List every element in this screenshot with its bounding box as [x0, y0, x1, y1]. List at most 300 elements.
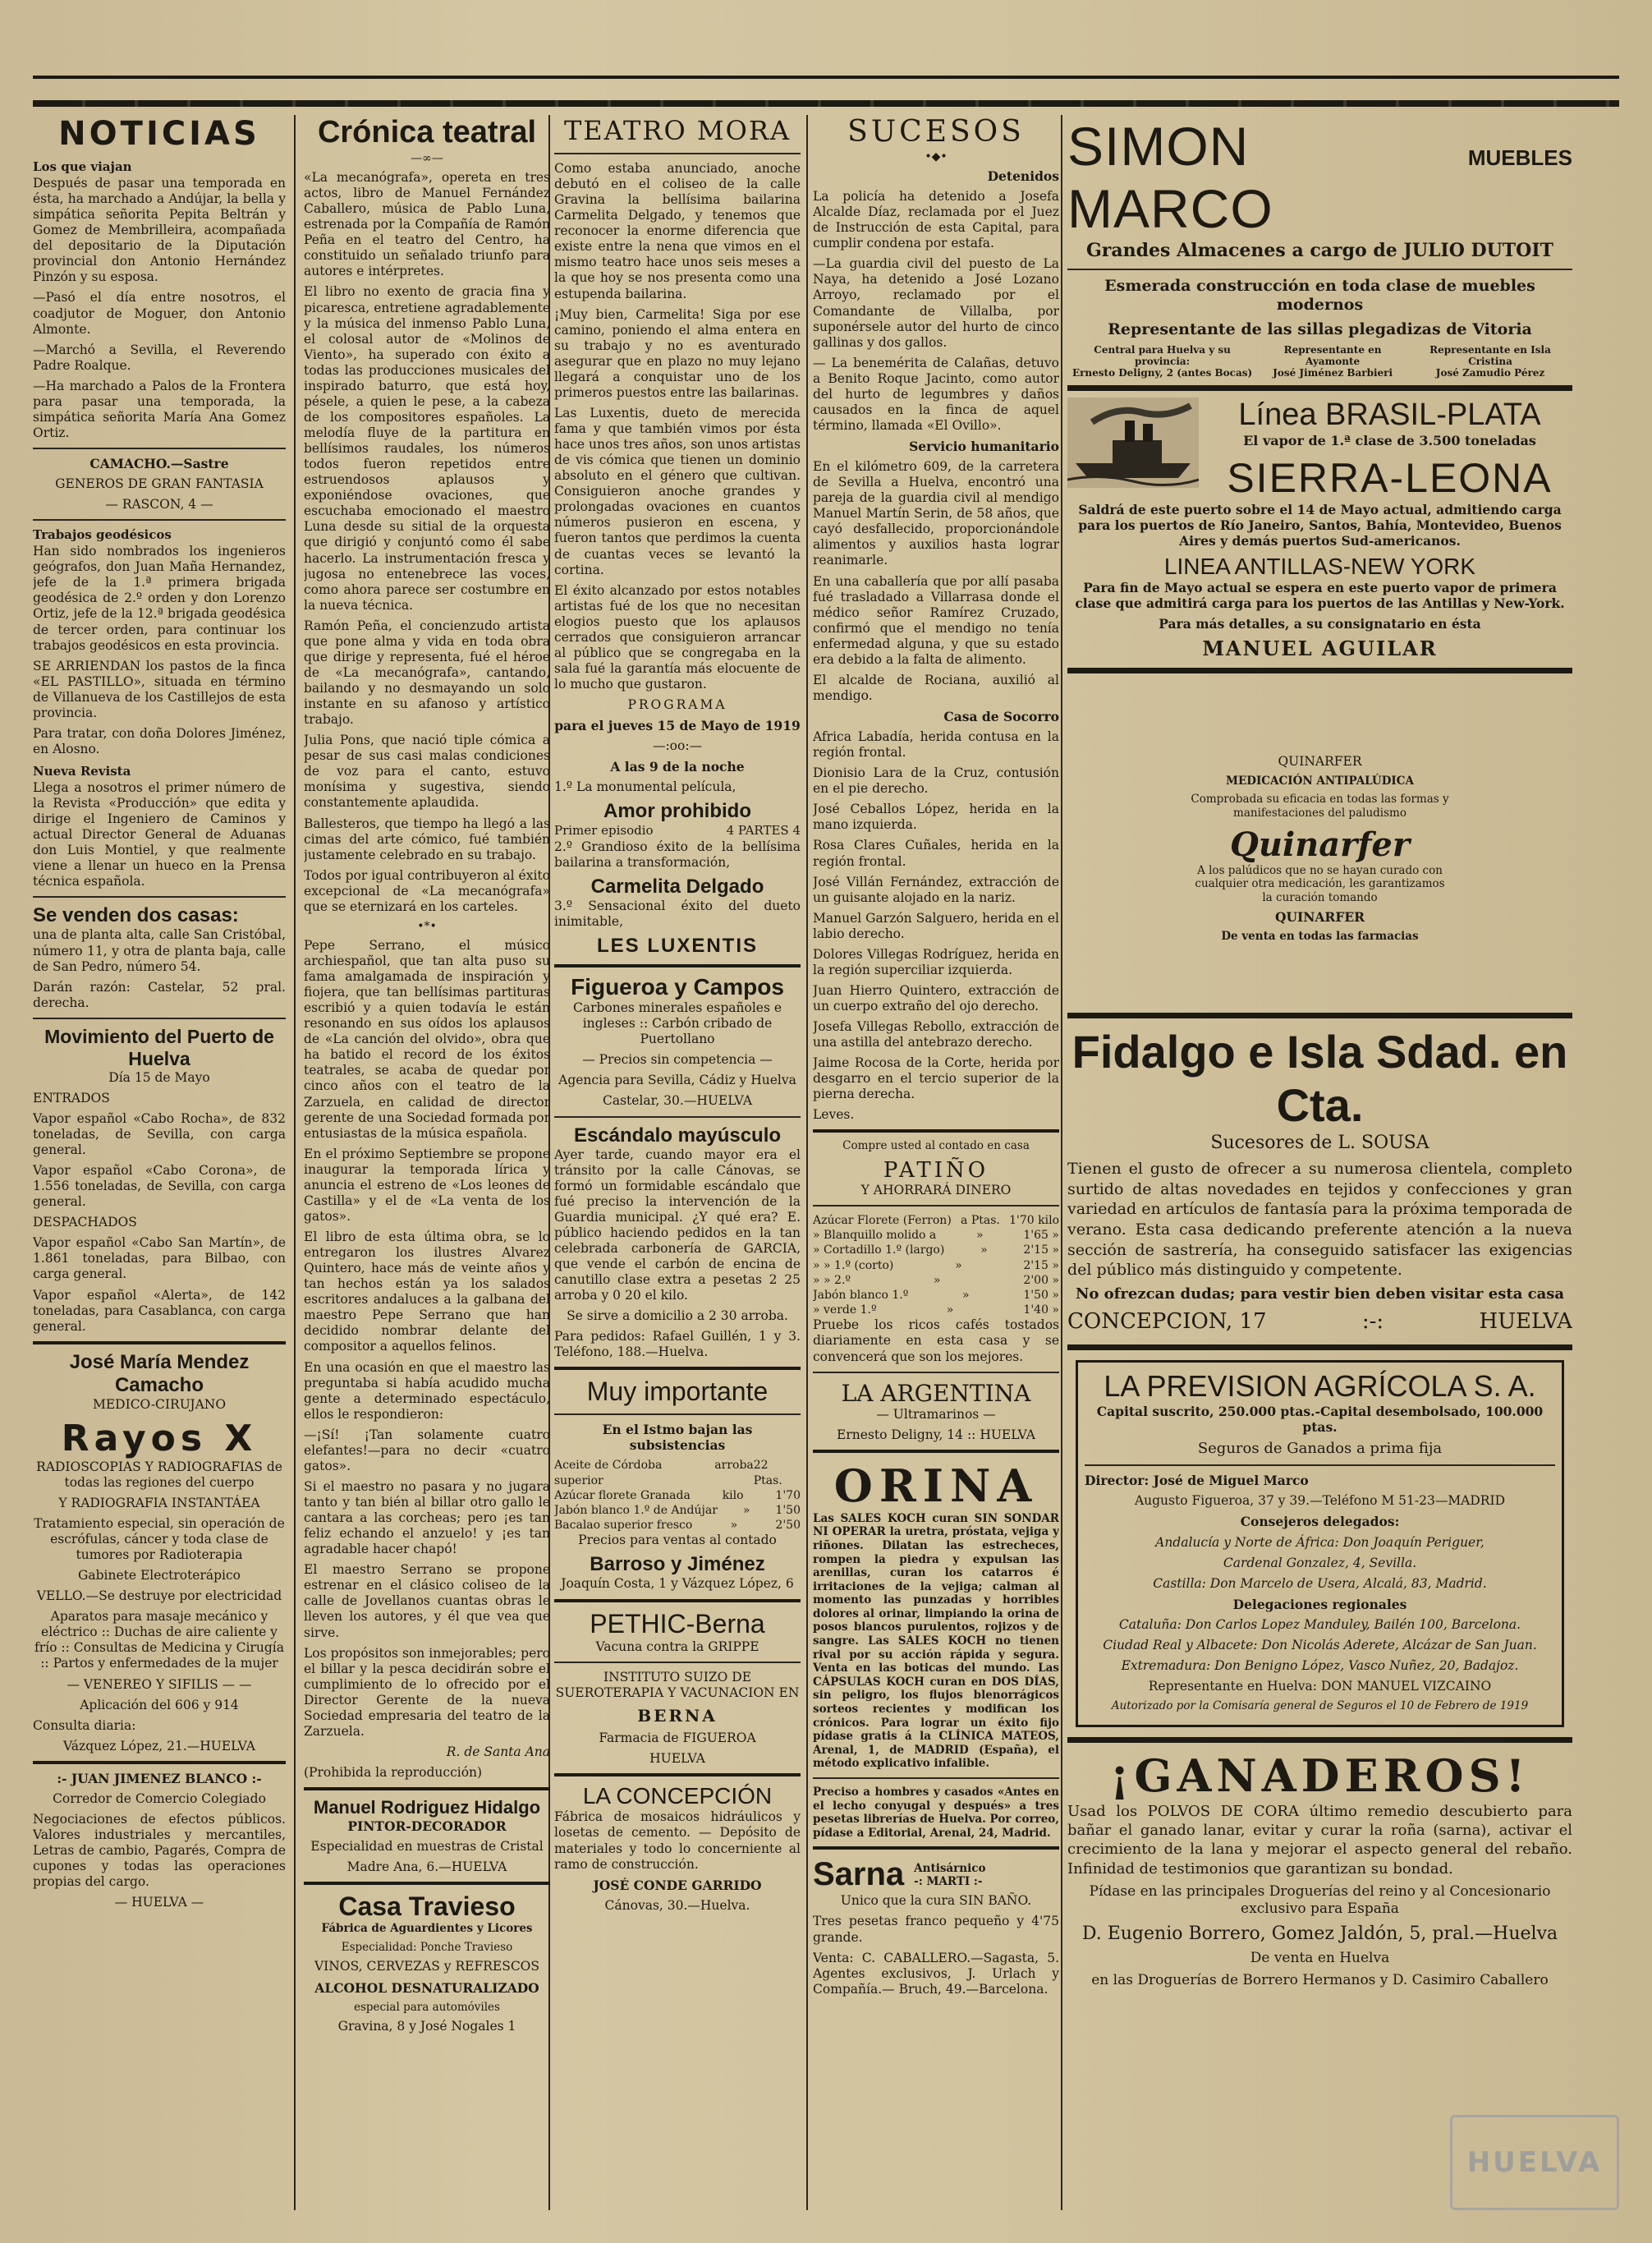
- ad-travieso-line: ALCOHOL DESNATURALIZADO: [314, 1979, 539, 1996]
- paragraph: —¡Sí! ¡Tan solamente cuatro elefantes!—para no decir «cuatro gatos».: [304, 1427, 550, 1473]
- price-cell-n: Bacalao superior fresco: [554, 1519, 693, 1533]
- ad-travieso-line: Fábrica de Aguardientes y Licores: [321, 1922, 533, 1936]
- ad-prev-line: Director: José de Miguel Marco: [1085, 1473, 1309, 1489]
- ad-simon-branches: [1067, 344, 1572, 379]
- ad-pethic-line: INSTITUTO SUIZO DE SUEROTERAPIA Y VACUNACION EN: [555, 1669, 800, 1700]
- ad-travieso-line: especial para automóviles: [354, 2000, 500, 2014]
- ad-argentina-line: — Ultramarinos —: [876, 1406, 996, 1422]
- price-cell-n: » » 1.º (corto): [813, 1258, 894, 1272]
- subhead-escandalo: Escándalo mayúsculo: [573, 1124, 782, 1147]
- paragraph: Jaime Rocosa de la Corte, herida por desgarro en el tercio superior de la pierna derecha.: [813, 1055, 1059, 1102]
- price-cell-n: Aceite de Córdoba superior: [554, 1459, 663, 1487]
- program-item: 2.º Grandioso éxito de la bellísima bailarina a transformación,: [554, 839, 801, 870]
- divider: [33, 1341, 286, 1344]
- paragraph: El maestro Serrano se propone estrenar en el clásico coliseo de la calle de Jovellanos cuantas obras le lleven los autores, y él que vea que sirve.: [304, 1562, 550, 1640]
- ad-jimenez-line: Corredor de Comercio Colegiado: [53, 1790, 266, 1806]
- ad-fidalgo-name: Fidalgo e Isla Sdad. en Cta.: [1072, 1025, 1568, 1131]
- paragraph: Para tratar, con doña Dolores Jiménez, en Alosno.: [33, 725, 286, 756]
- ad-rodriguez-line: Especialidad en muestras de Cristal: [310, 1839, 544, 1855]
- spacer: [1067, 949, 1572, 1006]
- divider: [813, 1129, 1059, 1133]
- ad-sarna-line: Unico que la cura SIN BAÑO.: [840, 1893, 1032, 1909]
- paragraph: Las Luxentis, dueto de merecida fama y que también vimos por ésta hace unos tres años, son unos artistas de vis cómica que tienen un dominio absoluto en el género que cultivan. Consiguieron anoche grandes y prolongadas ovaciones en cuantos números pusieron en escena, y fueron tantos que perdimos la cuenta de cuantas veces se levantó la cortina.: [554, 405, 801, 577]
- column-sucesos: [813, 115, 1059, 2218]
- paragraph: Vapor español «Alerta», de 142 toneladas, para Casablanca, con carga general.: [33, 1287, 286, 1334]
- paragraph: José Ceballos López, herida en la mano izquierda.: [813, 802, 1059, 833]
- ad-rayos-line: Consulta diaria:: [33, 1717, 136, 1733]
- price-list: [554, 1458, 801, 1533]
- ad-patino-line: Compre usted al contado en casa: [842, 1139, 1030, 1153]
- divider: [813, 1372, 1059, 1373]
- ad-ganaderos-line: Pídase en las principales Droguerías del reino y al Concesionario exclusivo para España: [1089, 1883, 1551, 1918]
- ad-rodriguez-line: PINTOR-DECORADOR: [347, 1818, 507, 1835]
- paragraph: Rosa Clares Cuñales, herida en la región frontal.: [813, 838, 1059, 869]
- program-artist: LES LUXENTIS: [596, 935, 759, 958]
- ad-patino-name: PATIÑO: [883, 1158, 989, 1184]
- paragraph: Africa Labadía, herida contusa en la región frontal.: [813, 729, 1059, 761]
- ad-prev-line: Cataluña: Don Carlos Lopez Manduley, Bailén 100, Barcelona.: [1118, 1616, 1521, 1632]
- subhead-socorro: Casa de Socorro: [943, 709, 1059, 724]
- ad-prev-line: Andalucía y Norte de África: Don Joaquín Periguer,: [1155, 1534, 1485, 1550]
- divider: [33, 1761, 286, 1764]
- program-item: 3.º Sensacional éxito del dueto inimitable,: [554, 899, 801, 930]
- price-cell-p: 1'70 kilo: [1009, 1214, 1059, 1228]
- divider: [813, 1205, 1059, 1207]
- divider: [1067, 269, 1572, 270]
- price-row: [554, 1488, 801, 1503]
- ad-figueroa-name: Figueroa y Campos: [571, 974, 784, 1000]
- ad-linea-line: Para fin de Mayo actual se espera en este puerto vapor de primera clase que admitirá carga para los puertos de las Antillas y New-York.: [1075, 579, 1565, 612]
- ad-quin-line: QUINARFER: [1274, 909, 1365, 926]
- paragraph: Para pedidos: Rafael Guillén, 1 y 3. Teléfono, 188.—Huelva.: [554, 1329, 801, 1360]
- divider: [304, 1882, 550, 1885]
- ad-camacho-address: — RASCON, 4 —: [105, 497, 213, 512]
- paragraph: Llega a nosotros el primer número de la Revista «Producción» que edita y dirige el Ingeniero de Caminos y actual Director General de Aduanas don Luis Montiel, y que realmente viene a llenar un hueco en la Prensa técnica española.: [33, 780, 286, 889]
- ad-ganaderos-line: en las Droguerías de Borrero Hermanos y D. Casimiro Caballero: [1091, 1971, 1549, 1988]
- ad-jimenez-line: Negociaciones de efectos públicos. Valores industriales y mercantiles, Letras de cambio, Pagarés, Compra de cupones y todas las operaciones propias del cargo.: [33, 1811, 286, 1890]
- branch-value: José Zamudio Pérez: [1435, 367, 1545, 379]
- ad-orina-title: ORINA: [833, 1459, 1039, 1512]
- top-rule: [33, 76, 1619, 79]
- ad-fidalgo-line: No ofrezcan dudas; para vestir bien deben visitar esta casa: [1075, 1285, 1565, 1303]
- ad-rodriguez-name: Manuel Rodriguez Hidalgo: [313, 1797, 541, 1818]
- price-cell-u: arroba: [714, 1459, 754, 1473]
- divider: [554, 1116, 801, 1118]
- divider: [33, 1018, 286, 1019]
- price-cell-n: » verde 1.º: [813, 1303, 877, 1317]
- ad-rayos-line: Gabinete Electroterápico: [77, 1568, 241, 1583]
- paragraph: El libro de esta última obra, se lo entregaron los ilustres Alvarez Quintero, hace más de veinte años y tan hechos están ya los salados escritores andaluces a la galbana del maestro Pepe Serrano que han decidido nombrar delante del compositor a aquellos felinos.: [304, 1230, 550, 1354]
- ad-camacho-title: CAMACHO.—Sastre: [89, 456, 229, 471]
- paragraph: Ballesteros, que tiempo ha llegó a las cimas del arte cómico, fué también justamente celebrado en su trabajo.: [304, 816, 550, 862]
- price-cell-n: Jabón blanco 1.º: [813, 1289, 909, 1303]
- price-row: [813, 1213, 1059, 1228]
- ad-patino-line: Y AHORRARÁ DINERO: [860, 1183, 1012, 1198]
- reproduction-note: (Prohibida la reproducción): [304, 1765, 483, 1780]
- price-cell-p: 1'65 »: [1023, 1229, 1059, 1243]
- ad-sarna-line: Tres pesetas franco pequeño y 4'75 grande.: [813, 1914, 1059, 1945]
- price-row: [554, 1458, 801, 1487]
- price-row: [554, 1503, 801, 1518]
- subhead-servicio: Servicio humanitario: [909, 439, 1059, 454]
- ad-prev-line: Augusto Figueroa, 37 y 39.—Teléfono M 51-23—MADRID: [1134, 1493, 1506, 1509]
- divider: [1067, 1344, 1572, 1350]
- divider: [1067, 1737, 1572, 1743]
- price-row: [813, 1228, 1059, 1243]
- ad-prev-line: Extremadura: Don Benigno López, Vasco Nuñez, 20, Badajoz.: [1121, 1657, 1519, 1673]
- divider: [554, 153, 801, 154]
- ornament: —∞—: [411, 152, 443, 165]
- ad-prev-line: Delegaciones regionales: [1232, 1596, 1407, 1612]
- column-teatro: [554, 115, 801, 2218]
- section-title-sucesos: SUCESOS: [847, 115, 1025, 149]
- ad-orina-text: Preciso a hombres y casados «Antes en el lecho conyugal y después» a tres pesetas librerías de Huelva. Por correo, pídase a Editorial, Arenal, 24, Madrid.: [813, 1786, 1059, 1840]
- paragraph: Leves.: [813, 1107, 855, 1123]
- section-title-noticias: NOTICIAS: [58, 115, 260, 153]
- ad-sarna-line: Venta: C. CABALLERO.—Sagasta, 5. Agentes exclusivos, J. Urlach y Compañía.— Bruch, 49.—Barcelona.: [813, 1950, 1059, 1997]
- ad-figueroa-line: Castelar, 30.—HUELVA: [602, 1093, 753, 1109]
- ad-linea-title: Línea BRASIL-PLATA: [1238, 398, 1541, 433]
- program-episode: Primer episodio: [554, 823, 654, 839]
- ad-fidalgo-street: CONCEPCION, 17: [1067, 1309, 1267, 1335]
- divider: [554, 1773, 801, 1776]
- price-cell-q: »: [955, 1258, 962, 1272]
- price-cell-n: Azúcar Florete (Ferron): [813, 1214, 952, 1228]
- ad-concepcion-line: Fábrica de mosaicos hidráulicos y losetas de cemento. — Depósito de materiales y todo lo concerniente al ramo de construcción.: [554, 1809, 801, 1872]
- ad-camacho-line: GENEROS DE GRAN FANTASIA: [55, 476, 264, 492]
- divider: [1067, 668, 1572, 673]
- ad-simon-branch: [1408, 344, 1572, 379]
- ad-sarna-header: [813, 1856, 1059, 1893]
- divider: [33, 896, 286, 898]
- price-cell-p: 1'40 »: [1023, 1303, 1059, 1317]
- ad-travieso-line: Gravina, 8 y José Nogales 1: [337, 2019, 516, 2034]
- ad-prev-line: Ciudad Real y Albacete: Don Nicolás Aderete, Alcázar de San Juan.: [1103, 1637, 1537, 1652]
- divider: [1067, 385, 1572, 391]
- ad-prevision: [1076, 1360, 1564, 1727]
- top-ornament-rule: [33, 100, 1619, 107]
- program-parts: 4 PARTES 4: [726, 823, 801, 839]
- paragraph: En el kilómetro 609, de la carretera de Sevilla a Huelva, encontró una pareja de la guardia civil al mendigo Manuel Martín Serin, de 58 años, que cayó desfallecido, proporcionándole alimentos y auxilios hasta lograr reanimarle.: [813, 459, 1059, 568]
- ad-prev-line: Capital suscrito, 250.000 ptas.-Capital desembolsado, 100.000 ptas.: [1096, 1404, 1544, 1436]
- paragraph: —Pasó el día entre nosotros, el coadjutor de Moguer, don Antonio Almonte.: [33, 290, 286, 337]
- paragraph: Vapor español «Cabo Corona», de 1.556 toneladas, de Sevilla, con carga general.: [33, 1163, 286, 1210]
- ad-rayos-line: Y RADIOGRAFIA INSTANTÁEA: [58, 1495, 260, 1510]
- ad-simon-line: Representante de las sillas plegadizas de Vitoria: [1108, 319, 1532, 338]
- price-cell-p: 1'50: [775, 1504, 801, 1517]
- paragraph: Dionisio Lara de la Cruz, contusión en el pie derecho.: [813, 765, 1059, 797]
- paragraph: Vapor español «Cabo Rocha», de 832 toneladas, de Sevilla, con carga general.: [33, 1110, 286, 1157]
- ad-ganaderos-title: ¡GANADEROS!: [1109, 1749, 1530, 1802]
- ad-ganaderos-line: De venta en Huelva: [1250, 1950, 1390, 1967]
- price-cell-u: »: [742, 1504, 750, 1517]
- column-divider: [294, 115, 296, 2210]
- price-cell-n: » Blanquillo molido a: [813, 1229, 937, 1243]
- divider: [1085, 1464, 1555, 1466]
- price-cell-n: Jabón blanco 1.º de Andújar: [554, 1504, 718, 1517]
- ad-figueroa-line: Agencia para Sevilla, Cádiz y Huelva: [558, 1073, 796, 1088]
- label-despachados: DESPACHADOS: [33, 1215, 137, 1230]
- paragraph: El éxito alcanzado por estos notables artistas fué de los que no necesitan elogios puesto que los aplausos cerrados que consiguieron arrancar al público que se congregaba en la sala fué la garantía más elocuente de lo mucho que gustaron.: [554, 582, 801, 692]
- price-cell-q: »: [976, 1229, 984, 1243]
- divider: [554, 1662, 801, 1663]
- program-film-title: Amor prohibido: [603, 800, 751, 823]
- ad-rayos-line: VELLO.—Se destruye por electricidad: [36, 1588, 282, 1604]
- ad-travieso-name: Casa Travieso: [338, 1891, 516, 1922]
- subhead-detenidos: Detenidos: [987, 168, 1059, 184]
- paragraph: Si el maestro no pasara y no jugara tanto y tan bién al billar otro gallo le cantara a las corcheas; pero ¡es tan feliz echando el anzuelo! y ¡es tan agradable hacer chapó!: [304, 1478, 550, 1557]
- ad-concepcion-name: LA CONCEPCIÓN: [582, 1783, 773, 1809]
- label-entrados: ENTRADOS: [33, 1090, 110, 1105]
- ad-barroso-address: Joaquín Costa, 1 y Vázquez López, 6: [561, 1576, 794, 1592]
- ad-simon-name: SIMON MARCO: [1067, 116, 1273, 239]
- library-stamp: HUELVA: [1450, 2115, 1619, 2210]
- ad-simon-muebles: MUEBLES: [1467, 145, 1572, 170]
- ad-sarna-brand: [914, 1862, 985, 1888]
- ad-venden-title: Se venden dos casas:: [33, 904, 239, 927]
- ad-sarna-line: -: MARTI :-: [914, 1874, 983, 1888]
- ad-pethic-line: Farmacia de FIGUEROA: [599, 1731, 756, 1746]
- ad-travieso-line: VINOS, CERVEZAS y REFRESCOS: [314, 1959, 540, 1974]
- program-hour: A las 9 de la noche: [610, 759, 745, 775]
- ad-mendez-prof: MEDICO-CIRUJANO: [92, 1396, 227, 1412]
- divider: [1067, 1013, 1572, 1018]
- ad-quin-line: Comprobada su eficacia en todas las formas y manifestaciones del paludismo: [1191, 793, 1449, 820]
- price-cell-u: kilo: [722, 1488, 744, 1502]
- paragraph: Vapor español «Cabo San Martín», de 1.861 toneladas, para Bilbao, con carga general.: [33, 1235, 286, 1282]
- spacer: [1067, 680, 1572, 754]
- price-cell-q: »: [933, 1273, 941, 1287]
- ad-prev-line: Consejeros delegados:: [1240, 1514, 1400, 1530]
- price-cell-p: 2'50: [775, 1519, 801, 1533]
- paragraph: Se sirve a domicilio a 2 30 arroba.: [567, 1308, 788, 1324]
- divider: [813, 1846, 1059, 1850]
- ad-rayos-title: Rayos X: [61, 1417, 258, 1459]
- ornament: •*•: [417, 919, 437, 933]
- ad-linea-line: El vapor de 1.ª clase de 3.500 toneladas: [1243, 433, 1536, 449]
- paragraph: José Villán Fernández, extracción de un guisante alojado en la nariz.: [813, 874, 1059, 905]
- divider: [554, 1367, 801, 1370]
- column-divider: [1061, 115, 1062, 2210]
- paragraph: Manuel Garzón Salguero, herida en el labio derecho.: [813, 910, 1059, 941]
- paragraph: Pepe Serrano, el músico archiespañol, que tan alta puso su fama amalgamada de inspiración y fiojera, que tan bellísimas partituras escribió y a quien todavía le están resonando en sus oídos los aplausos de «La canción del olvido», obra que ha batido el record de los éxitos teatrales, se acaba de quedar por cinco años con el teatro de la Zarzuela, en calidad de director gerente de una Sociedad formada por entusiastas de la música española.: [304, 937, 550, 1141]
- ad-simon-header: [1067, 115, 1572, 240]
- program-parts-row: [554, 823, 801, 839]
- divider: [554, 964, 801, 968]
- ad-orina-text: Las SALES KOCH curan SIN SONDAR NI OPERAR la uretra, próstata, vejiga y riñones. Dilatan las estrecheces, rompen la piedra y expulsan las arenillas, curan los catarros é irritaciones de la vejiga; calman al momento las punzadas y horribles dolores al orinar, limpiando la orina de posos blancos purulentos, rojizos y de sangre. Las SALES KOCH no tienen rival por su acción rápida y segura. Venta en las boticas del mundo. Las CÁPSULAS KOCH curan en DOS DÍAS, sin peligro, los flujos blenorrágicos sorteos recientes y modifican los crónicos. Para lograr un éxito fijo pídase gratis á la CLÍNICA MATEOS, Arenal, 1, de MADRID (España), el método explicativo infalible.: [813, 1511, 1059, 1771]
- branch-value: José Jiménez Barbieri: [1273, 367, 1393, 379]
- price-cell-p: 2'15 »: [1023, 1258, 1059, 1272]
- ad-sarna-name: Sarna: [813, 1856, 905, 1893]
- ad-pethic-name: PETHIC-Berna: [590, 1608, 765, 1639]
- price-cell-n: Azúcar florete Granada: [554, 1488, 691, 1502]
- paragraph: una de planta alta, calle San Cristóbal, número 11, y otra de planta baja, calle de San Pedro, número 54.: [33, 927, 286, 974]
- steamship-icon: [1067, 398, 1199, 488]
- section-title-teatro: TEATRO MORA: [563, 115, 792, 146]
- paragraph: SE ARRIENDAN los pastos de la finca «EL PASTILLO», situada en término de Villanueva de los Castillejos de esta provincia.: [33, 658, 286, 720]
- price-row: [813, 1288, 1059, 1303]
- ad-sarna-line: Antisárnico: [914, 1861, 986, 1875]
- ad-prev-line: Castilla: Don Marcelo de Usera, Alcalá, 83, Madrid.: [1153, 1575, 1487, 1591]
- price-cell-p: 2'00 »: [1023, 1273, 1059, 1287]
- price-row: [813, 1258, 1059, 1273]
- ad-rayos-line: Vázquez López, 21.—HUELVA: [63, 1738, 255, 1753]
- paragraph: La policía ha detenido a Josefa Alcalde Díaz, reclamada por el Juez de Instrucción de esta Capital, para cumplir condena por estafa.: [813, 189, 1059, 251]
- ad-pethic-line: HUELVA: [649, 1751, 705, 1767]
- ad-prev-line: Seguros de Ganados a prima fija: [1197, 1440, 1443, 1458]
- column-cronica: [304, 115, 550, 2218]
- ad-barroso-name: Barroso y Jiménez: [590, 1553, 765, 1576]
- paragraph: —La guardia civil del puesto de La Naya, ha detenido a José Lozano Arroyo, reclamado por el Comandante de Villalba, por suponérsele autor del hurto de cinco gallinas y dos gallos.: [813, 256, 1059, 350]
- divider: [33, 448, 286, 449]
- price-cell-n: » Cortadillo 1.º (largo): [813, 1243, 945, 1257]
- ad-quinarfer: [1189, 754, 1452, 944]
- ornament: •◆•: [925, 150, 948, 163]
- ad-jimenez-line: — HUELVA —: [114, 1895, 204, 1910]
- puerto-date: Día 15 de Mayo: [108, 1069, 210, 1085]
- ad-linea-title2: LINEA ANTILLAS-NEW YORK: [1163, 553, 1476, 579]
- ad-simon-line: Grandes Almacenes a cargo de JULIO DUTOIT: [1086, 240, 1553, 261]
- ad-quin-brand: Quinarfer: [1230, 825, 1410, 864]
- program-date: para el jueves 15 de Mayo de 1919: [554, 718, 801, 734]
- branch-value: Ernesto Deligny, 2 (antes Bocas): [1072, 367, 1253, 379]
- paragraph: Todos por igual contribuyeron al éxito excepcional de «La mecanógrafa» que se eternizará en los carteles.: [304, 867, 550, 914]
- ad-prev-line: Representante en Huelva: DON MANUEL VIZCAINO: [1148, 1678, 1492, 1694]
- branch-label: Representante en Isla Cristina: [1429, 344, 1551, 368]
- price-row: [813, 1243, 1059, 1257]
- paragraph: —Marchó a Sevilla, el Reverendo Padre Roalque.: [33, 342, 286, 373]
- price-list: [813, 1213, 1059, 1317]
- ad-istmo-head: En el Istmo bajan las subsistencias: [602, 1422, 753, 1454]
- ad-linea-heading: [1207, 398, 1572, 502]
- ad-importante-title: Muy importante: [586, 1377, 769, 1407]
- ad-concepcion-line: JOSÉ CONDE GARRIDO: [593, 1877, 762, 1893]
- ad-istmo-line: Precios para ventas al contado: [578, 1533, 777, 1548]
- price-cell-p: 2'15 »: [1023, 1243, 1059, 1257]
- divider: [813, 1777, 1059, 1779]
- price-row: [813, 1273, 1059, 1288]
- ad-simon-line: Esmerada construcción en toda clase de muebles modernos: [1104, 277, 1535, 315]
- price-cell-q: »: [962, 1289, 970, 1303]
- paragraph: Han sido nombrados los ingenieros geógrafos, don Juan Maña Hernandez, jefe de la 1.ª primera brigada geodésica de 2.º orden y don Lorenzo Ortiz, jefe de la 12.ª brigada geodésica de tercer orden, para continuar los trabajos geodésicos en esta provincia.: [33, 544, 286, 653]
- ad-rodriguez-line: Madre Ana, 6.—HUELVA: [346, 1859, 507, 1875]
- ad-concepcion-line: Cánovas, 30.—Huelva.: [604, 1897, 750, 1913]
- program-artist: Carmelita Delgado: [590, 876, 764, 898]
- ad-rayos-line: Tratamiento especial, sin operación de escrófulas, cáncer y toda clase de tumores por Radioterapia: [34, 1515, 285, 1563]
- signature: R. de Santa Ana: [446, 1744, 550, 1759]
- divider: [554, 1413, 801, 1415]
- paragraph: Después de pasar una temporada en ésta, ha marchado a Andújar, la bella y simpática señorita Pepita Beltrán y Gomez de Membrilleira, acompañada del depositario de la Diputación provincial don Antonio Hernández Pinzón y su esposa.: [33, 176, 286, 285]
- ad-ganaderos-text: Usad los POLVOS DE CORA último remedio descubierto para bañar el ganado lanar, evitar y curar la roña (sarna), activar el crecimiento de la lana y mejorar el aspecto general del rebaño. Infinidad de testimonios que garantizan su bondad.: [1067, 1802, 1572, 1878]
- ad-pethic-line: BERNA: [637, 1705, 718, 1726]
- paragraph: Darán razón: Castelar, 52 pral. derecha.: [33, 979, 286, 1010]
- ad-quin-line: QUINARFER: [1278, 753, 1362, 769]
- price-cell-p: 1'70: [775, 1488, 801, 1502]
- price-cell-q: »: [946, 1303, 954, 1317]
- paragraph: — La benemérita de Calañas, detuvo a Benito Roque Jacinto, como autor del hurto de legumbres y daños causados en la finca de aquel término, llamada «El Ovillo».: [813, 355, 1059, 433]
- paragraph: En una caballería que por allí pasaba fué trasladado a Villarrasa donde el médico señor Ramírez Cruzado, confirmó que el mendigo no tenía enfermedad alguna, y que su estado era debido a la falta de alimento.: [813, 573, 1059, 667]
- paragraph: Los propósitos son inmejorables; pero el billar y la pesca decidirán sobre el cumplimiento de lo ofrecido por el Director Gerente de la nueva Sociedad empresaria del teatro de la Zarzuela.: [304, 1645, 550, 1739]
- ad-fidalgo-text: Tienen el gusto de ofrecer a su numerosa clientela, completo surtido de altas novedades en tejidos y confecciones y gran variedad en artículos de fantasía para la próxima temporada de verano. Esta casa dedicando preferente atención a la nueva sección de sastrería, ha conseguido satisfacer las exigencias del público más distinguido y competente.: [1067, 1160, 1572, 1280]
- paragraph: Dolores Villegas Rodríguez, herida en la región superciliar izquierda.: [813, 946, 1059, 977]
- ad-prev-title: LA PREVISION AGRÍCOLA S. A.: [1104, 1369, 1536, 1404]
- ad-rayos-line: RADIOSCOPIAS Y RADIOGRAFIAS de todas las regiones del cuerpo: [36, 1459, 282, 1490]
- price-cell-n: » » 2.º: [813, 1273, 851, 1287]
- program-item: 1.º La monumental película,: [554, 779, 737, 795]
- price-cell-p: 22 Ptas.: [753, 1459, 782, 1487]
- ad-argentina-line: Ernesto Deligny, 14 :: HUELVA: [837, 1427, 1035, 1442]
- column-divider: [806, 115, 808, 2210]
- paragraph: Como estaba anunciado, anoche debutó en el coliseo de la calle Gravina la bellísima bailarina Carmelita Delgado, y tenemos que reconocer la enorme diferencia que existe entre la nena que vimos en el mismo teatro hace unos seis meses a la que hoy se nos presenta como una estupenda bailarina.: [554, 161, 801, 301]
- ad-quin-line: A los palúdicos que no se hayan curado con cualquier otra medicación, les garantizamos la curación tomando: [1195, 863, 1445, 904]
- ad-pethic-line: Vacuna contra la GRIPPE: [595, 1639, 759, 1654]
- program-title: PROGRAMA: [627, 697, 727, 713]
- section-title-cronica: Crónica teatral: [317, 115, 537, 149]
- paragraph: —Ha marchado a Palos de la Frontera para pasar una temporada, la simpática señorita María Ana Gomez Ortiz.: [33, 378, 286, 440]
- paragraph: Josefa Villegas Rebollo, extracción de una astilla del antebrazo derecho.: [813, 1019, 1059, 1050]
- column-noticias: [33, 115, 286, 2218]
- ad-linea-line: Para más detalles, a su consignatario en ésta: [1159, 616, 1481, 632]
- ad-prev-line: Cardenal Gonzalez, 4, Sevilla.: [1223, 1555, 1417, 1570]
- paragraph: En una ocasión en que el maestro las preguntaba si había acudido mucha gente a determinado espectáculo, ellos le respondieron:: [304, 1359, 550, 1422]
- paragraph: «La mecanógrafa», opereta en tres actos, libro de Manuel Fernández Caballero, música de Pablo Luna, estrenada por la Compañía de Ramón Peña en el teatro del Centro, ha constituido un señalado triunfo para autores e intérpretes.: [304, 170, 550, 279]
- price-cell-q: a Ptas.: [961, 1214, 1000, 1228]
- ad-simon-branch: [1067, 344, 1257, 379]
- ad-argentina-name: LA ARGENTINA: [841, 1379, 1031, 1407]
- ad-mendez-name: José María Mendez Camacho: [69, 1350, 250, 1396]
- divider: [33, 519, 286, 521]
- paragraph: Ramón Peña, el concienzudo artista que pone alma y vida en toda obra que dirige y representa, fué el héroe de «La mecanógrafa», cantando, bailando y no desmayando un solo instante en su afanoso y artístico trabajo.: [304, 618, 550, 728]
- ad-patino-line: Pruebe los ricos cafés tostados diariamente en esta casa y se convencerá que son los mejores.: [813, 1317, 1059, 1364]
- price-cell-u: »: [730, 1519, 738, 1533]
- paragraph: Juan Hierro Quintero, extracción de un cuerpo extraño del ojo derecho.: [813, 982, 1059, 1013]
- ad-fidalgo-address: [1067, 1308, 1572, 1336]
- divider: [813, 1450, 1059, 1453]
- paragraph: Ayer tarde, cuando mayor era el tránsito por la calle Cánovas, se formó un formidable escándalo que fué preciso la intervención de la Guardia municipal. ¿Y qué era? E. público haciendo pedidos en la tan celebrada carbonería de GARCIA, que vende el carbón de encina de canutillo clase extra a pesetas 2 25 arroba y 0 20 el kilo.: [554, 1147, 801, 1303]
- price-row: [813, 1303, 1059, 1317]
- ad-fidalgo-line: Sucesores de L. SOUSA: [1210, 1132, 1429, 1153]
- divider: [554, 1599, 801, 1602]
- ad-figueroa-line: — Precios sin competencia —: [582, 1052, 773, 1068]
- ad-fidalgo-sep: :-:: [1361, 1309, 1384, 1335]
- branch-label: Representante en Ayamonte: [1283, 344, 1382, 368]
- paragraph: ¡Muy bien, Carmelita! Siga por ese camino, poniendo el alma entera en su trabajo y no es aventurado asegurar que en plazo no muy lejano llegará a conquistar uno de los primeros puestos entre las bailarinas.: [554, 306, 801, 400]
- ad-fidalgo-city: HUELVA: [1479, 1309, 1572, 1335]
- subhead-puerto: Movimiento del Puerto de Huelva: [44, 1025, 274, 1069]
- divider: [304, 1787, 550, 1790]
- ad-linea-ship: SIERRA-LEONA: [1227, 454, 1553, 501]
- ad-rayos-line: Aplicación del 606 y 914: [80, 1697, 239, 1712]
- ad-ganaderos-line: D. Eugenio Borrero, Gomez Jaldón, 5, pral.—Huelva: [1081, 1923, 1558, 1944]
- paragraph: Julia Pons, que nació tiple cómica a pesar de sus casi malas condiciones de voz para el canto, estuvo monísima y sugestiva, siendo constantemente aplaudida.: [304, 733, 550, 811]
- paragraph: El alcalde de Rociana, auxilió al mendigo.: [813, 672, 1059, 703]
- branch-label: Central para Huelva y su provincia:: [1094, 344, 1231, 368]
- ad-prev-line: Autorizado por la Comisaría general de Seguros el 10 de Febrero de 1919: [1111, 1699, 1529, 1712]
- ad-linea-line: Saldrá de este puerto sobre el 14 de Mayo actual, admitiendo carga para los puertos de Río Janeiro, Santos, Bahía, Montevideo, Buenos Aires y demás puertos Sud-americanos.: [1078, 501, 1562, 549]
- ad-figueroa-line: Carbones minerales españoles e ingleses :: Carbón cribado de Puertollano: [572, 1000, 782, 1047]
- subhead-revista: Nueva Revista: [33, 764, 131, 779]
- ad-simon-branch: [1257, 344, 1408, 379]
- paragraph: En el próximo Septiembre se propone inaugurar la temporada lírica y anuncia el estreno de «Los leones de Castilla» y el de «La venta de los gatos».: [304, 1146, 550, 1224]
- ad-linea-agent: MANUEL AGUILAR: [1202, 637, 1438, 661]
- ad-jimenez-title: :- JUAN JIMENEZ BLANCO :-: [57, 1770, 262, 1786]
- column-ads: [1067, 115, 1572, 2218]
- price-cell-p: 1'50 »: [1023, 1289, 1059, 1303]
- ad-quin-line: MEDICACIÓN ANTIPALÚDICA: [1226, 774, 1414, 788]
- paragraph: El libro no exento de gracia fina y picaresca, entretiene agradablemente y la música del inmenso Pablo Luna, el colosal autor de «Molinos de Viento», ha superado con éxito a todas las producciones musicales del inspirado baturro, que está hoy, pésele, a quien le pese, a la cabeza de los compositores españoles. La melodía fluye de la partitura en bellísimos raudales, los números todos fueron repetidos entre estruendosos aplausos y exponiéndose ovaciones, que escuchaba emocionado el maestro Luna desde su sitial de la orquesta que dirigió y conjuntó como él sabe hacerlo. La instrumentación fresca y jugosa no entenebrece las voces, como ahora parece ser costumbre en la nueva técnica.: [304, 284, 550, 613]
- price-row: [554, 1518, 801, 1533]
- ad-travieso-line: Especialidad: Ponche Travieso: [341, 1940, 513, 1954]
